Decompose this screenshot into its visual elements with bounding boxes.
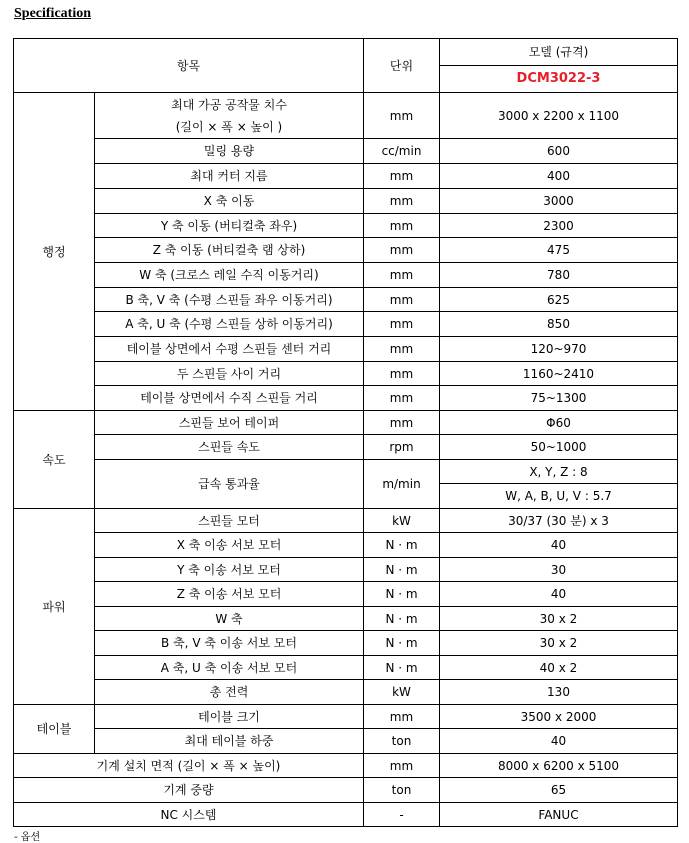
row-unit: mm	[364, 189, 440, 214]
table-row	[14, 386, 678, 411]
row-label: 최대 커터 지름	[95, 164, 364, 189]
row-value: 780	[440, 263, 678, 288]
row-label: B 축, V 축 이송 서보 모터	[95, 631, 364, 656]
spec-table	[13, 38, 678, 827]
row-label: 두 스핀들 사이 거리	[95, 362, 364, 386]
header-model-code: DCM3022-3	[440, 66, 678, 93]
row-unit: mm	[364, 337, 440, 362]
row-unit: mm	[364, 214, 440, 238]
row-value: 40	[440, 533, 678, 558]
table-row	[14, 93, 678, 139]
row-value: Φ60	[440, 411, 678, 435]
row-unit: mm	[364, 238, 440, 263]
table-row	[14, 656, 678, 680]
row-label: A 축, U 축 이송 서보 모터	[95, 656, 364, 680]
row-value: FANUC	[440, 803, 678, 827]
row-value: 65	[440, 778, 678, 803]
row-label: 스핀들 보어 테이퍼	[95, 411, 364, 435]
table-row	[14, 631, 678, 656]
row-label: NC 시스템	[14, 803, 364, 827]
row-value: 625	[440, 288, 678, 312]
row-value: 40	[440, 582, 678, 607]
row-unit: N · m	[364, 558, 440, 582]
table-row	[14, 411, 678, 435]
row-value: 8000 x 6200 x 5100	[440, 754, 678, 778]
row-label: 기계 설치 면적 (길이 × 폭 × 높이)	[14, 754, 364, 778]
row-value: 3000	[440, 189, 678, 214]
row-value: 600	[440, 139, 678, 164]
row-label: 급속 통과율	[95, 460, 364, 509]
row-value: 1160~2410	[440, 362, 678, 386]
table-row	[14, 803, 678, 827]
table-row	[14, 680, 678, 705]
row-label: 테이블 상면에서 수평 스핀들 센터 거리	[95, 337, 364, 362]
row-unit: N · m	[364, 656, 440, 680]
table-row	[14, 435, 678, 460]
row-label: A 축, U 축 (수평 스핀들 상하 이동거리)	[95, 312, 364, 337]
row-label: Z 축 이동 (버티컬축 램 상하)	[95, 238, 364, 263]
row-unit: mm	[364, 411, 440, 435]
group-stroke: 행정	[14, 93, 95, 411]
row-value: 30/37 (30 분) x 3	[440, 509, 678, 533]
row-label: 스핀들 모터	[95, 509, 364, 533]
row-unit: mm	[364, 312, 440, 337]
table-row	[14, 754, 678, 778]
row-value: X, Y, Z : 8	[440, 460, 678, 484]
row-value: 50~1000	[440, 435, 678, 460]
row-label: Z 축 이송 서보 모터	[95, 582, 364, 607]
row-label: Y 축 이동 (버티컬축 좌우)	[95, 214, 364, 238]
row-label: W 축 (크로스 레일 수직 이동거리)	[95, 263, 364, 288]
row-unit: N · m	[364, 607, 440, 631]
row-label: 스핀들 속도	[95, 435, 364, 460]
row-value: 475	[440, 238, 678, 263]
table-row	[14, 460, 678, 484]
table-row	[14, 312, 678, 337]
row-label: X 축 이송 서보 모터	[95, 533, 364, 558]
row-value: 3000 x 2200 x 1100	[440, 93, 678, 139]
row-value: W, A, B, U, V : 5.7	[440, 484, 678, 509]
table-row	[14, 139, 678, 164]
row-value: 40	[440, 729, 678, 754]
header-item: 항목	[14, 39, 364, 93]
row-value: 30	[440, 558, 678, 582]
row-unit: mm	[364, 93, 440, 139]
row-label-line1: 최대 가공 공작물 치수	[171, 97, 287, 112]
row-label: B 축, V 축 (수평 스핀들 좌우 이동거리)	[95, 288, 364, 312]
row-unit: N · m	[364, 631, 440, 656]
table-row	[14, 509, 678, 533]
table-row	[14, 729, 678, 754]
row-label: 테이블 상면에서 수직 스핀들 거리	[95, 386, 364, 411]
row-unit: mm	[364, 705, 440, 729]
row-unit: m/min	[364, 460, 440, 509]
row-value: 3500 x 2000	[440, 705, 678, 729]
row-label: 테이블 크기	[95, 705, 364, 729]
row-unit: mm	[364, 362, 440, 386]
table-row	[14, 533, 678, 558]
table-row	[14, 288, 678, 312]
group-power: 파워	[14, 509, 95, 705]
row-label	[95, 93, 364, 139]
row-value: 75~1300	[440, 386, 678, 411]
row-value: 40 x 2	[440, 656, 678, 680]
table-row	[14, 607, 678, 631]
table-row	[14, 582, 678, 607]
row-unit: N · m	[364, 533, 440, 558]
table-row	[14, 337, 678, 362]
row-label: Y 축 이송 서보 모터	[95, 558, 364, 582]
table-row	[14, 778, 678, 803]
table-row	[14, 263, 678, 288]
row-unit: kW	[364, 680, 440, 705]
row-label: 밀링 용량	[95, 139, 364, 164]
row-value: 30 x 2	[440, 607, 678, 631]
table-row	[14, 238, 678, 263]
table-row	[14, 362, 678, 386]
header-model-label: 모델 (규격)	[440, 39, 678, 66]
table-row	[14, 189, 678, 214]
row-unit: mm	[364, 288, 440, 312]
row-unit: mm	[364, 164, 440, 189]
header-unit: 단위	[364, 39, 440, 93]
row-value: 850	[440, 312, 678, 337]
row-label: 기계 중량	[14, 778, 364, 803]
row-label: 총 전력	[95, 680, 364, 705]
group-table: 테이블	[14, 705, 95, 754]
row-unit: rpm	[364, 435, 440, 460]
footer-fragment: - 옵션	[14, 832, 41, 843]
row-value: 2300	[440, 214, 678, 238]
row-unit: ton	[364, 729, 440, 754]
row-label: W 축	[95, 607, 364, 631]
row-value: 120~970	[440, 337, 678, 362]
row-unit: kW	[364, 509, 440, 533]
row-label: 최대 테이블 하중	[95, 729, 364, 754]
row-unit: mm	[364, 386, 440, 411]
row-unit: mm	[364, 263, 440, 288]
row-label: X 축 이동	[95, 189, 364, 214]
row-unit: -	[364, 803, 440, 827]
row-unit: ton	[364, 778, 440, 803]
page-title: Specification	[14, 6, 91, 21]
row-label-line2: (길이 × 폭 × 높이 )	[175, 119, 283, 134]
row-unit: N · m	[364, 582, 440, 607]
table-row	[14, 558, 678, 582]
table-row	[14, 705, 678, 729]
table-row	[14, 214, 678, 238]
group-speed: 속도	[14, 411, 95, 509]
table-row	[14, 164, 678, 189]
row-value: 30 x 2	[440, 631, 678, 656]
row-unit: cc/min	[364, 139, 440, 164]
row-unit: mm	[364, 754, 440, 778]
row-value: 400	[440, 164, 678, 189]
row-value: 130	[440, 680, 678, 705]
